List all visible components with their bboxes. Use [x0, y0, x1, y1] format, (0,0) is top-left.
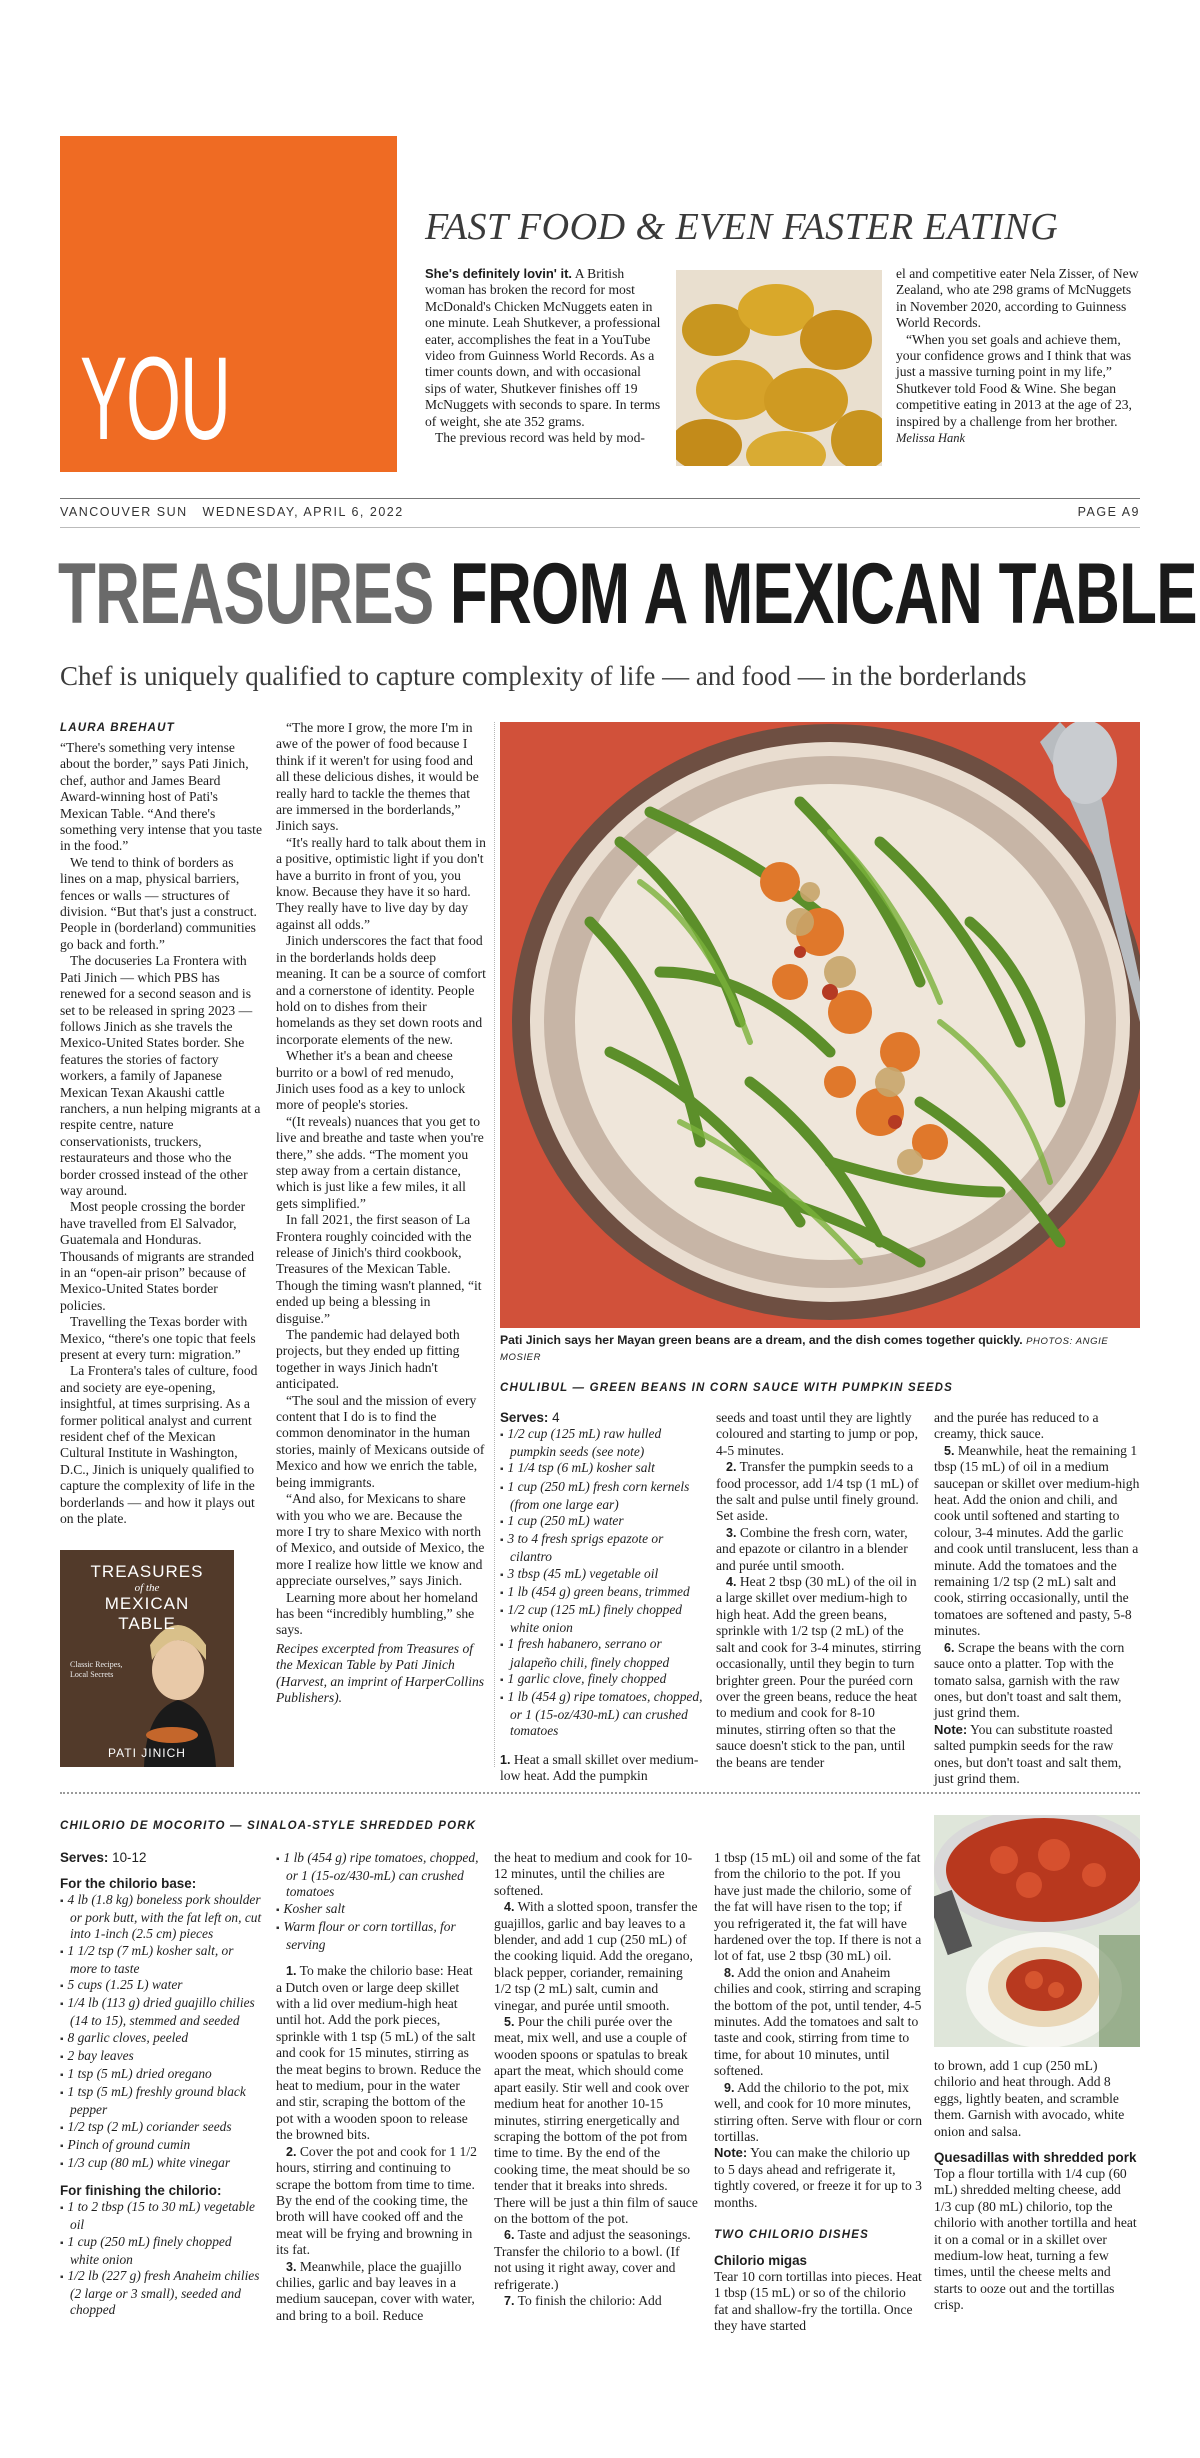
- recipe2-steps-c: [714, 1850, 922, 2145]
- ingredient-item: ▪ 1 cup (250 mL) fresh corn kernels (from one large ear): [500, 1479, 704, 1513]
- ingredient-item: ▪ 1 tsp (5 mL) dried oregano: [60, 2066, 262, 2084]
- green-beans-illustration: [500, 722, 1140, 1328]
- recipe2-col1: [60, 1850, 262, 2319]
- story-p9: Jinich underscores the fact that food in the borderlands holds deep meaning. It can be a source of comfort and a cornerstone of identity. People hold on to dishes from their homelands as they set down roots and incorporate elements of the new.: [276, 933, 486, 1047]
- book-title-2: of the: [134, 1582, 160, 1594]
- folio-date: WEDNESDAY, APRIL 6, 2022: [202, 505, 404, 519]
- recipe-step: [276, 1963, 482, 2143]
- recipe-step: [716, 1410, 922, 1459]
- story-col1: [60, 740, 262, 1528]
- photo-caption: Pati Jinich says her Mayan green beans are a dream, and the dish comes together quickly. PHOTOS: ANGIE MOSIER: [500, 1333, 1109, 1363]
- brief-col2: el and competitive eater Nela Zisser, of New Zealand, who ate 298 grams of McNuggets in November 2020, according to Guinness World Records. “When you set goals and achieve them, your confidence grows and I think that was just a massive turning point in my life,” Shutkever told Food & Wine. She began competitive eating in 2013 at the age of 23, inspired by a challenge from her brother. Melissa Hank: [896, 266, 1139, 446]
- brief-headline: FAST FOOD & EVEN FASTER EATING: [425, 206, 1059, 248]
- migas-text: Tear 10 corn tortillas into pieces. Heat 1 tbsp (15 mL) or so of the chilorio fat and shallow-fry the tortilla. Once they have started: [714, 2268, 922, 2334]
- recipe-step: [494, 1850, 700, 1899]
- recipe2-more-ingredients: [276, 1850, 482, 1953]
- recipe2-col2: [276, 1850, 482, 2324]
- chilorio-finish-label: For finishing the chilorio:: [60, 2183, 222, 2199]
- deck: Chef is uniquely qualified to capture complexity of life — and food — in the borderlands: [60, 661, 1027, 691]
- brief-lead: She's definitely lovin' it.: [425, 266, 573, 281]
- recipe-step: [716, 1574, 922, 1771]
- recipe1-col3: [934, 1410, 1140, 1787]
- recipe1-title: CHULIBUL — GREEN BEANS IN CORN SAUCE WITH PUMPKIN SEEDS: [500, 1382, 953, 1394]
- recipe2-serves-label: Serves:: [60, 1850, 109, 1865]
- ingredient-item: ▪ 8 garlic cloves, peeled: [60, 2030, 262, 2048]
- ingredient-item: ▪ 1 cup (250 mL) water: [500, 1513, 704, 1531]
- green-beans-photo: [500, 722, 1140, 1328]
- step-number: 4.: [504, 1900, 515, 1915]
- step-text: Scrape the beans with the corn sauce onto a platter. Top with the tomato salsa, garnish with the raw ones, but don't toast and salt them, just grind them.: [934, 1639, 1125, 1721]
- ingredient-item: ▪ 1/4 lb (113 g) dried guajillo chilies (14 to 15), stemmed and seeded: [60, 1995, 262, 2029]
- column-divider: [494, 722, 495, 1767]
- section-divider: [60, 1792, 1140, 1794]
- ingredient-item: ▪ 1/3 cup (80 mL) white vinegar: [60, 2155, 262, 2173]
- recipe1-serves-label: Serves:: [500, 1410, 549, 1425]
- step-text: Add the onion and Anaheim chilies and cook, stirring and scraping the bottom of the pot, until tender, 4-5 minutes. Add the tomatoes and salt to taste and cook, stirring from time to time, for about 10 minutes, until softened.: [714, 1964, 922, 2079]
- story-p3: The docuseries La Frontera with Pati Jinich — which PBS has renewed for a second season and is set to be released in spring 2023 — follows Jinich as she travels the Mexico-United States border. She features the stories of factory workers, a family of Japanese Mexican Texan Akaushi cattle ranchers, a nun helping migrants at a respite centre, nature conservationists, truckers, restaurateurs and those who the border crossed instead of the other way around.: [60, 953, 261, 1198]
- ingredient-item: ▪ 3 to 4 fresh sprigs epazote or cilantro: [500, 1531, 704, 1565]
- ingredient-item: ▪ 1/2 cup (125 mL) finely chopped white onion: [500, 1602, 704, 1636]
- ingredient-item: ▪ 1 to 2 tbsp (15 to 30 mL) vegetable oil: [60, 2199, 262, 2233]
- step-number: 2.: [286, 2144, 297, 2159]
- recipe1-serves: 4: [552, 1410, 560, 1425]
- recipe2-serves: 10-12: [112, 1850, 147, 1865]
- step-number: 3.: [726, 1525, 737, 1540]
- story-p8: “It's really hard to talk about them in a positive, optimistic light if you don't have a burrito in front of you, you know. Because they have it so hard. They really have to live day by day against all odds.”: [276, 834, 486, 932]
- step-text: seeds and toast until they are lightly coloured and starting to jump or pop, 4-5 minutes.: [716, 1410, 918, 1458]
- step-number: 5.: [944, 1443, 955, 1458]
- chilorio-illustration: [934, 1815, 1140, 2047]
- ingredient-item: ▪ Kosher salt: [276, 1901, 482, 1919]
- ingredient-item: ▪ 1/2 tsp (2 mL) coriander seeds: [60, 2119, 262, 2137]
- recipe-step: [714, 1850, 922, 1965]
- recipe1-col2: [716, 1410, 922, 1771]
- step-text: To make the chilorio base: Heat a Dutch oven or large deep skillet with a lid over medium-high heat until hot. Add the pork pieces, sprinkle with 1 tsp (5 mL) of the salt and cook for 15 minutes, stirring as the meat begins to brown. Reduce the heat to medium, pour in the water and stir, scraping the bottom of the pot with a wooden spoon to release the browned bits.: [276, 1963, 481, 2143]
- chilorio-base-label: For the chilorio base:: [60, 1876, 197, 1891]
- step-text: Cover the pot and cook for 1 1/2 hours, stirring and continuing to scrape the bottom from time to time. By the end of the cooking time, the broth will have cooked off and the meat will be frying and browning in its fat.: [276, 2143, 477, 2258]
- recipe1-step1: 1. Heat a small skillet over medium-low heat. Add the pumpkin: [500, 1751, 699, 1784]
- section-logo-text: YOU: [80, 333, 230, 465]
- step-number: 3.: [286, 2259, 297, 2274]
- story-p2: We tend to think of borders as lines on a map, physical barriers, fences or walls — structures of division. “But that's just a construct. People in (borderland) communities go back and forth.”: [60, 854, 257, 952]
- photo-credit: PHOTOS: ANGIE MOSIER: [500, 1336, 1109, 1363]
- recipe2-steps-a: [276, 1963, 482, 2324]
- migas-label: Chilorio migas: [714, 2252, 808, 2268]
- book-title-3: MEXICAN: [104, 1594, 190, 1613]
- step-text: Transfer the pumpkin seeds to a food processor, add 1/4 tsp (1 mL) of the salt and pulse until finely ground. Set aside.: [716, 1459, 919, 1524]
- story-p16: Learning more about her homeland has been “incredibly humbling,” she says.: [276, 1589, 478, 1638]
- ingredient-item: ▪ 1/2 cup (125 mL) raw hulled pumpkin seeds (see note): [500, 1426, 704, 1460]
- folio-page: PAGE A9: [1077, 505, 1140, 519]
- book-title-1: TREASURES: [90, 1562, 204, 1581]
- recipe1-col1: [500, 1410, 704, 1784]
- step-text: To finish the chilorio: Add: [517, 2292, 662, 2308]
- story-p15: “And also, for Mexicans to share with you who we are. Because the more I try to share Mexico with north of Mexico, and outside of Mexico, the more I realize how little we know and appreciate ourselves,” says Jinich.: [276, 1491, 485, 1589]
- book-author: PATI JINICH: [108, 1746, 186, 1760]
- ingredient-item: ▪ 1 fresh habanero, serrano or jalapeño chili, finely chopped: [500, 1636, 704, 1670]
- recipe-step: [934, 1410, 1140, 1443]
- headline-part1: TREASURES: [58, 546, 434, 642]
- book-tagline: Classic Recipes, Local Secrets: [70, 1660, 123, 1679]
- quesadillas-text: Top a flour tortilla with 1/4 cup (60 mL) shredded melting cheese, add 1/3 cup (80 mL) chilorio, top the chilorio with another tortilla and heat it on a comal or in a skillet over medium-low heat, turning a few times, until the cheese melts and starts to ooze out and the tortillas crisp.: [934, 2166, 1137, 2313]
- recipe1-ingredients: [500, 1426, 704, 1740]
- story-p4: Most people crossing the border have travelled from El Salvador, Guatemala and Honduras. Thousands of migrants are stranded in an “open-air prison” because of Mexico-United States border policies.: [60, 1199, 255, 1313]
- step-text: Meanwhile, heat the remaining 1 tbsp (15 mL) of oil in a medium saucepan or skillet over medium-high heat. Add the onion and chili, and cook until softened and starting to colour, 3-4 minutes. Add the garlic and cook until translucent, less than a minute. Add the tomatoes and the remaining 1/2 tsp (2 mL) salt and cook, stirring occasionally, until the tomatoes are softened and pasty, 5-8 minutes.: [934, 1442, 1140, 1639]
- story-p12: In fall 2021, the first season of La Frontera roughly coincided with the release of Jinich's third cookbook, Treasures of the Mexican Table. Though the timing wasn't planned, “it ended up being a blessing in disguise.”: [276, 1212, 482, 1326]
- folio-rule-bottom: [60, 527, 1140, 528]
- step-number: 4.: [726, 1575, 737, 1590]
- folio-rule-top: [60, 498, 1140, 499]
- recipe-step: [934, 1443, 1140, 1640]
- step-text: Meanwhile, place the guajillo chilies, garlic and bay leaves in a medium saucepan, cover with water, and bring to a boil. Reduce: [276, 2258, 475, 2323]
- step-text: the heat to medium and cook for 10-12 minutes, until the chilies are softened.: [494, 1850, 693, 1898]
- ingredient-item: ▪ 1 lb (454 g) ripe tomatoes, chopped, or 1 (15-oz/430-mL) can crushed tomatoes: [500, 1689, 704, 1740]
- book-cover: [60, 1550, 234, 1767]
- headline-part2: FROM A MEXICAN TABLE: [449, 546, 1197, 642]
- ingredient-item: ▪ 5 cups (1.25 L) water: [60, 1977, 262, 1995]
- section-logo: [60, 136, 397, 472]
- recipe-step: [714, 1965, 922, 2080]
- brief-col1: She's definitely lovin' it. A British woman has broken the record for most McDonald's Chicken McNuggets eaten in one minute. Leah Shutkever, a professional eater, accomplishes the feat in a YouTube video from Guinness World Records. As a timer counts down, and with occasional sips of water, Shutkever finishes off 19 McNuggets with seconds to spare. In terms of weight, she ate 352 grams. The previous record was held by mod-: [425, 266, 661, 446]
- recipe2-col4: [714, 1850, 922, 2335]
- ingredient-item: ▪ 1 1/2 tsp (7 mL) kosher salt, or more to taste: [60, 1943, 262, 1977]
- step-number: 1.: [286, 1964, 297, 1979]
- recipe-step: [934, 1640, 1140, 1722]
- recipe-step: [714, 2080, 922, 2146]
- step-number: 9.: [724, 2080, 735, 2095]
- ingredient-item: ▪ 1 lb (454 g) green beans, trimmed: [500, 1584, 704, 1602]
- recipe1-note: Note: You can substitute roasted salted pumpkin seeds for the raw ones, but don't toast and salt them, just grind them.: [934, 1721, 1122, 1786]
- story-p13: The pandemic had delayed both projects, but they ended up fitting together in ways Jinich hadn't anticipated.: [276, 1327, 460, 1392]
- recipe-step: [276, 2259, 482, 2325]
- step-text: and the purée has reduced to a creamy, thick sauce.: [934, 1410, 1099, 1442]
- step-number: 7.: [504, 2293, 515, 2308]
- folio-paper: VANCOUVER SUN WEDNESDAY, APRIL 6, 2022: [60, 505, 404, 519]
- recipe2-col5: [934, 2058, 1140, 2314]
- recipe2-base-ingredients: [60, 1892, 262, 2173]
- ingredient-item: ▪ 3 tbsp (45 mL) vegetable oil: [500, 1566, 704, 1584]
- quesadillas-label: Quesadillas with shredded pork: [934, 2150, 1137, 2166]
- ingredient-item: ▪ 1 garlic clove, finely chopped: [500, 1671, 704, 1689]
- recipe-step: [716, 1459, 922, 1525]
- step-text: Pour the chili purée over the meat, mix well, and use a couple of wooden spoons or spatulas to break apart the meat, which should come apart easily. Stir well and cook over medium heat for another 10-15 minutes, stirring energetically and scraping the bottom of the pot from time to time. By the end of the cooking time, the meat should be so tender that it breaks into shreds. There will be just a thin film of sauce on the bottom of the pot.: [494, 2014, 698, 2226]
- ingredient-item: ▪ 1 1/4 tsp (6 mL) kosher salt: [500, 1460, 704, 1478]
- story-p11: “(It reveals) nuances that you get to live and breathe and taste when you're there,” she adds. “The moment you step away from a certain distance, which is just like a few miles, it all gets simplified.”: [276, 1113, 484, 1211]
- recipe2-col3: [494, 1850, 700, 2309]
- step-number: 8.: [724, 1965, 735, 1980]
- step-text: With a slotted spoon, transfer the guajillos, garlic and bay leaves to a blender, and add 1 cup (250 mL) of the cooking liquid. Add the oregano, black pepper, coriander, remaining 1/2 tsp (2 mL) salt, cumin and vinegar, and purée until smooth.: [494, 1899, 698, 2013]
- ingredient-item: ▪ 1 tsp (5 mL) freshly ground black pepper: [60, 2084, 262, 2118]
- main-headline: [58, 546, 1197, 642]
- nuggets-illustration: [676, 270, 882, 466]
- ingredient-item: ▪ 1/2 lb (227 g) fresh Anaheim chilies (2 large or 3 small), seeded and chopped: [60, 2268, 262, 2319]
- story-p10: Whether it's a bean and cheese burrito or a bowl of red menudo, Jinich uses food as a key to unlock more of people's stories.: [276, 1048, 466, 1113]
- recipe2-title: CHILORIO DE MOCORITO — SINALOA-STYLE SHREDDED PORK: [60, 1820, 477, 1832]
- step-text: 1 tbsp (15 mL) oil and some of the fat from the chilorio to the pot. If you have just made the chilorio, some of the fat will have risen to the top; if you refrigerated it, the fat will have hardened over the top. If there is not a lot of fat, use 2 tbsp (30 mL) oil.: [714, 1850, 922, 1964]
- recipe2-note: Note: You can make the chilorio up to 5 days ahead and refrigerate it, tightly covered, or freeze it for up to 3 months.: [714, 2145, 922, 2210]
- recipe-step: [494, 2293, 700, 2309]
- story-p1: “There's something very intense about the border,” says Pati Jinich, chef, author and James Beard Award-winning host of Pati's Mexican Table. “And there's something very intense that you taste in the food.”: [60, 740, 262, 854]
- recipe2-finish-ingredients: [60, 2199, 262, 2318]
- step-number: 6.: [944, 1640, 955, 1655]
- story-p7: “The more I grow, the more I'm in awe of the power of food because I think if it weren't for using food and all these delicious dishes, it would be really hard to tackle the themes that are immersed in the borderlands,” Jinich says.: [276, 720, 479, 834]
- step-text: Add the chilorio to the pot, mix well, and cook for 10 more minutes, stirring often. Serve with flour or corn tortillas.: [714, 2079, 923, 2144]
- recipe-step: [494, 2014, 700, 2227]
- step-number: 6.: [504, 2228, 515, 2243]
- ingredient-item: ▪ 1 lb (454 g) ripe tomatoes, chopped, or 1 (15-oz/430-mL) can crushed tomatoes: [276, 1850, 482, 1901]
- recipe-step: [276, 2144, 482, 2259]
- story-p5: Travelling the Texas border with Mexico, “there's one topic that feels present at every turn: migration.”: [60, 1314, 256, 1363]
- ingredient-item: ▪ Pinch of ground cumin: [60, 2137, 262, 2155]
- story-col2: [276, 720, 486, 1706]
- chilorio-photo: [934, 1815, 1140, 2047]
- recipe-step: [494, 2227, 700, 2293]
- story-byline: LAURA BREHAUT: [60, 722, 175, 734]
- two-dishes-title: TWO CHILORIO DISHES: [714, 2228, 870, 2241]
- story-credit: Recipes excerpted from Treasures of the Mexican Table by Pati Jinich (Harvest, an imprint of HarperCollins Publishers).: [276, 1640, 485, 1705]
- step-number: 2.: [726, 1460, 737, 1475]
- ingredient-item: ▪ Warm flour or corn tortillas, for serving: [276, 1919, 482, 1953]
- step-text: Taste and adjust the seasonings. Transfer the chilorio to a bowl. (If not using it right away, cover and refrigerate.): [494, 2227, 691, 2292]
- migas-continued: to brown, add 1 cup (250 mL) chilorio and heat through. Add 8 eggs, lightly beaten, and scramble them. Garnish with avocado, white onion and salsa.: [934, 2058, 1125, 2139]
- story-p6: La Frontera's tales of culture, food and society are eye-opening, insightful, at times surprising. As a former political analyst and current resident chef of the Mexican Cultural Institute in Washington, D.C., Jinich is uniquely qualified to capture the complexity of life in the borderlands — and how it plays out on the plate.: [60, 1363, 258, 1527]
- brief-photo-nuggets: [676, 270, 882, 466]
- step-text: Combine the fresh corn, water, and epazote or cilantro in a blender and purée until smooth.: [716, 1524, 908, 1573]
- ingredient-item: ▪ 4 lb (1.8 kg) boneless pork shoulder or pork butt, with the fat left on, cut into 1-inch (2.5 cm) pieces: [60, 1892, 262, 1943]
- recipe-step: [494, 1899, 700, 2014]
- step-number: 5.: [504, 2015, 515, 2030]
- ingredient-item: ▪ 1 cup (250 mL) finely chopped white onion: [60, 2234, 262, 2268]
- brief-byline: Melissa Hank: [896, 431, 966, 446]
- story-p14: “The soul and the mission of every content that I do is to find the common denominator in the human stories, mainly of Mexicans outside of Mexico and how we enrich the table, being immigrants.: [276, 1392, 485, 1490]
- ingredient-item: ▪ 2 bay leaves: [60, 2048, 262, 2066]
- recipe-step: [716, 1525, 922, 1574]
- book-title-4: TABLE: [118, 1614, 176, 1633]
- step-text: Heat 2 tbsp (30 mL) of the oil in a large skillet over medium-high to high heat. Add the green beans, sprinkle with 1/2 tsp (2 mL) of the salt and cook for 3-4 minutes, stirring occasionally, until they begin to turn brighter green. Pour the puréed corn over the green beans, reduce the heat to medium and cook for 8-10 minutes, stirring often so that the sauce doesn't stick to the pan, until the beans are tender: [716, 1574, 922, 1770]
